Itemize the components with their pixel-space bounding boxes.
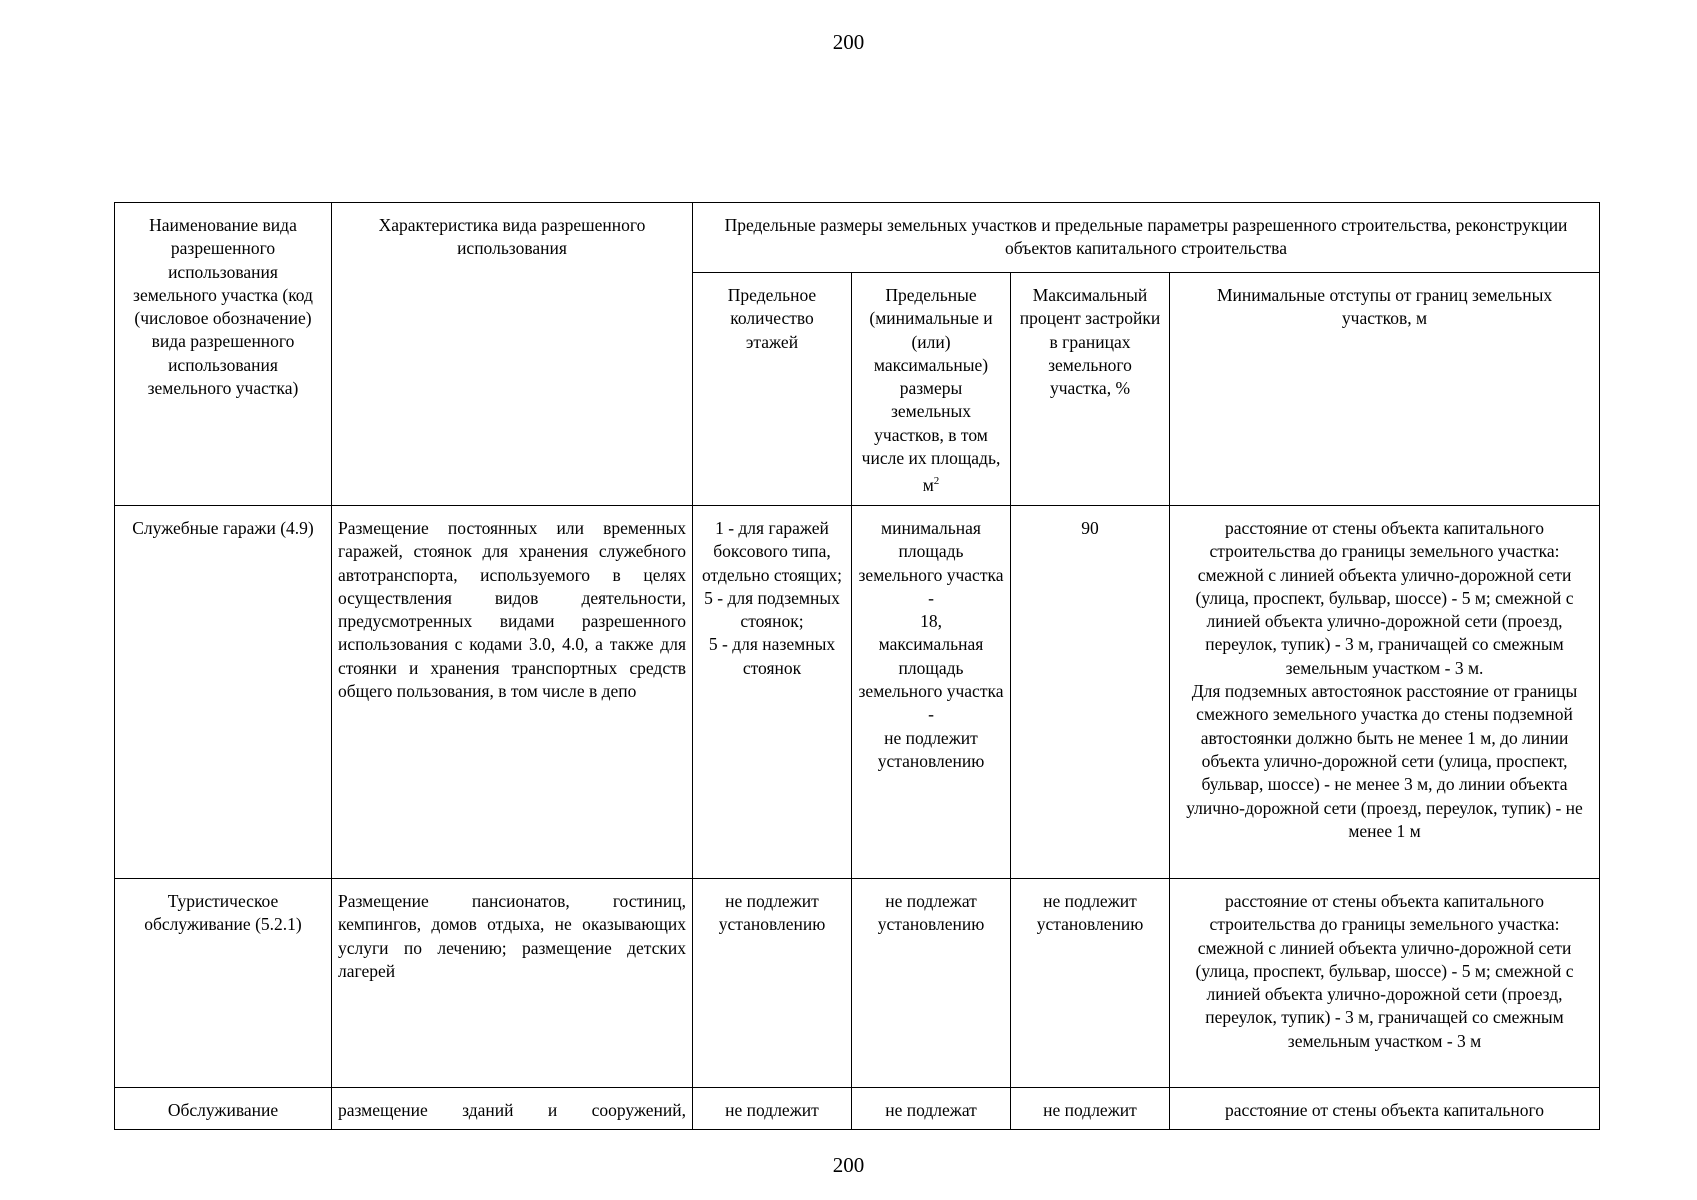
header-plot-size — [852, 273, 1011, 506]
header-land-use-name: Наименование вида разрешенного использования земельного участка (код (числовое обозначение) вида разрешенного использования земельного участка) — [115, 203, 332, 506]
row-floors: не подлежит — [693, 1088, 852, 1130]
row-coverage: не подлежит — [1011, 1088, 1170, 1130]
row-land-use-name: Обслуживание — [115, 1088, 332, 1130]
row-plot-size: не подлежат — [852, 1088, 1011, 1130]
row-coverage: 90 — [1011, 506, 1170, 879]
row-description: размещение зданий и сооружений, — [332, 1088, 693, 1130]
row-plot-size: минимальная площадь земельного участка - 18, максимальная площадь земельного участка - не подлежит установлению — [852, 506, 1011, 879]
row-coverage: не подлежит установлению — [1011, 879, 1170, 1088]
header-limits-group: Предельные размеры земельных участков и предельные параметры разрешенного строительства, реконструкции объектов капитального строительства — [693, 203, 1600, 273]
row-floors: 1 - для гаражей боксового типа, отдельно стоящих; 5 - для подземных стоянок; 5 - для наземных стоянок — [693, 506, 852, 879]
row-setbacks: расстояние от стены объекта капитального строительства до границы земельного участка: смежной с линией объекта улично-дорожной сети (улица, проспект, бульвар, шоссе) - 5 м; смежной с линией объекта улично-дорожной сети (проезд, переулок, тупик) - 3 м, граничащей со смежным земельным участком - 3 м — [1170, 879, 1600, 1088]
header-min-setbacks: Минимальные отступы от границ земельных участков, м — [1170, 273, 1600, 506]
row-description: Размещение пансионатов, гостиниц, кемпингов, домов отдыха, не оказывающих услуги по лечению; размещение детских лагерей — [332, 879, 693, 1088]
row-land-use-name: Туристическое обслуживание (5.2.1) — [115, 879, 332, 1088]
row-floors: не подлежит установлению — [693, 879, 852, 1088]
header-plot-size-sup: 2 — [933, 475, 940, 488]
table-header-row — [115, 203, 1600, 273]
table-row — [115, 1088, 1600, 1130]
table-row — [115, 879, 1600, 1088]
header-plot-size-text: Предельные (минимальные и (или) максимальные) размеры земельных участков, в том числе их площадь, м — [861, 285, 1001, 496]
row-setbacks: расстояние от стены объекта капитального строительства до границы земельного участка: смежной с линией объекта улично-дорожной сети (улица, проспект, бульвар, шоссе) - 5 м; смежной с линией объекта улично-дорожной сети (проезд, переулок, тупик) - 3 м, граничащей со смежным земельным участком - 3 м. Для подземных автостоянок расстояние от границы смежного земельного участка до стены подземной автостоянки должно быть не менее 1 м, до линии объекта улично-дорожной сети (улица, проспект, бульвар, шоссе) - не менее 3 м, до линии объекта улично-дорожной сети (проезд, переулок, тупик) - не менее 1 м — [1170, 506, 1600, 879]
row-land-use-name: Служебные гаражи (4.9) — [115, 506, 332, 879]
header-max-coverage: Максимальный процент застройки в границах земельного участка, % — [1011, 273, 1170, 506]
header-land-use-description: Характеристика вида разрешенного использования — [332, 203, 693, 506]
page-number-bottom: 200 — [832, 1153, 865, 1177]
row-setbacks: расстояние от стены объекта капитального — [1170, 1088, 1600, 1130]
table-row — [115, 506, 1600, 879]
row-description: Размещение постоянных или временных гаражей, стоянок для хранения служебного автотранспорта, используемого в целях осуществления видов деятельности, предусмотренных видами разрешенного использования с кодами 3.0, 4.0, а также для стоянки и хранения транспортных средств общего пользования, в том числе в депо — [332, 506, 693, 879]
land-use-regulations-table — [114, 202, 1600, 1130]
header-max-floors: Предельное количество этажей — [693, 273, 852, 506]
page-number-top: 200 — [832, 30, 865, 54]
row-plot-size: не подлежат установлению — [852, 879, 1011, 1088]
